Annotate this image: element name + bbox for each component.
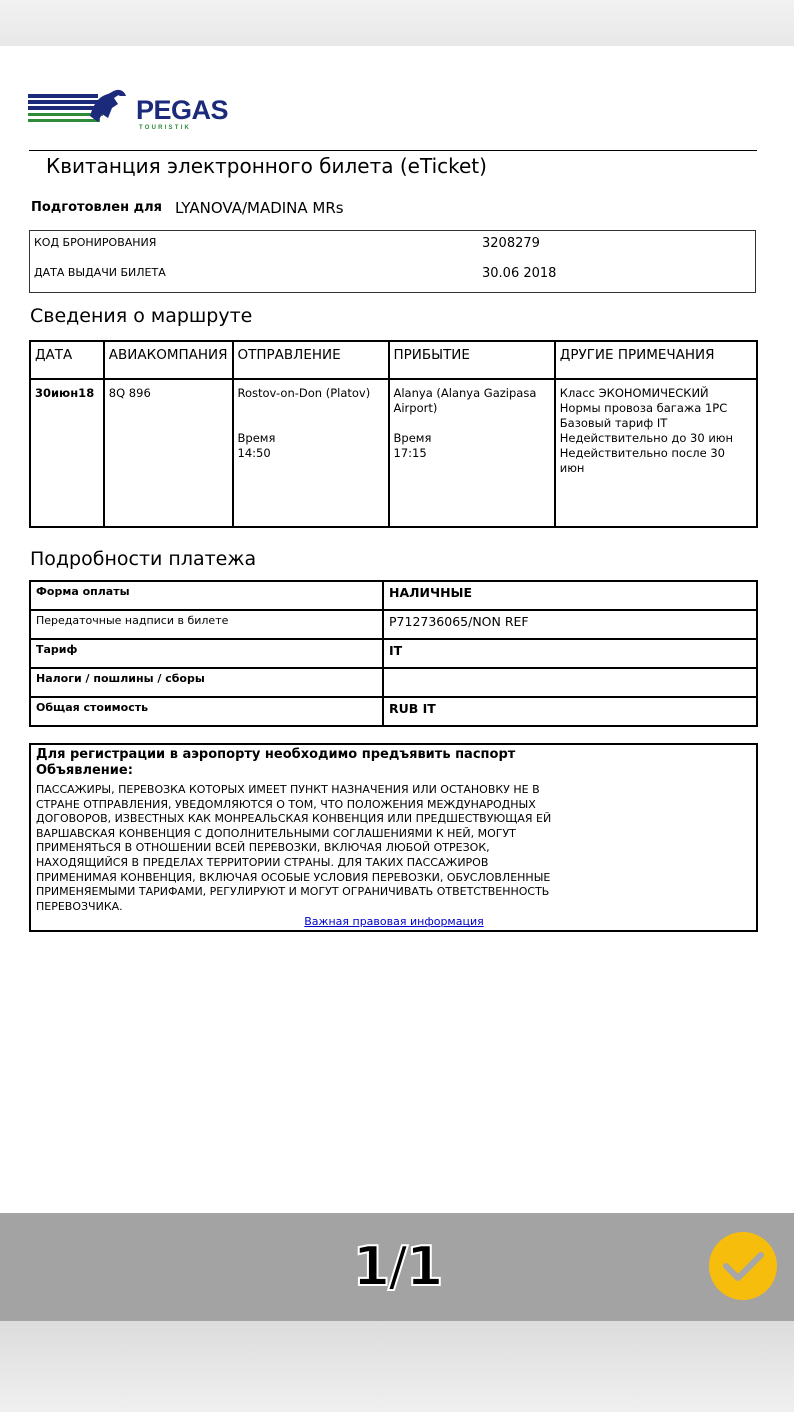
arrival-time-label: Время xyxy=(393,431,432,445)
route-header-row xyxy=(30,341,757,379)
table-row xyxy=(30,639,757,668)
svg-text:TOURISTIK: TOURISTIK xyxy=(139,125,192,131)
route-table xyxy=(29,340,758,528)
fare-label: Тариф xyxy=(30,639,383,668)
legal-info-link[interactable]: Важная правовая информация xyxy=(304,915,484,929)
route-heading: Сведения о маршруте xyxy=(30,305,253,327)
title-rule xyxy=(29,150,757,151)
passenger-name: LYANOVA/MADINA MRs xyxy=(175,199,344,217)
booking-code-label: КОД БРОНИРОВАНИЯ xyxy=(34,236,157,249)
issue-date-label: ДАТА ВЫДАЧИ БИЛЕТА xyxy=(34,266,166,279)
payment-form-label: Форма оплаты xyxy=(30,581,383,610)
payment-form-value: НАЛИЧНЫЕ xyxy=(383,581,757,610)
departure-place: Rostov-on-Don (Platov) xyxy=(237,386,371,400)
note-class: Класс ЭКОНОМИЧЕСКИЙ xyxy=(559,386,709,400)
announcement-heading: Объявление: xyxy=(36,763,133,778)
flight-number: 8Q 896 xyxy=(104,379,233,527)
table-row xyxy=(30,697,757,726)
booking-code-value: 3208279 xyxy=(482,236,540,251)
confirm-button[interactable] xyxy=(709,1232,777,1300)
departure-time-label: Время xyxy=(237,431,276,445)
col-header-arrival: ПРИБЫТИЕ xyxy=(389,341,555,379)
flight-date: 30июн18 xyxy=(30,379,104,527)
notes-cell xyxy=(555,379,757,527)
col-header-notes: ДРУГИЕ ПРИМЕЧАНИЯ xyxy=(555,341,757,379)
ticket-page xyxy=(0,46,794,1213)
endorsements-value: P712736065/NON REF xyxy=(383,610,757,639)
arrival-time: 17:15 xyxy=(393,446,427,460)
col-header-date: ДАТА xyxy=(30,341,104,379)
taxes-value xyxy=(383,668,757,697)
note-not-valid-before: Недействительно до 30 июн xyxy=(559,431,733,445)
checkmark-icon xyxy=(709,1232,777,1300)
prepared-for-label: Подготовлен для xyxy=(31,200,162,215)
fare-value: IT xyxy=(383,639,757,668)
table-row xyxy=(30,610,757,639)
taxes-label: Налоги / пошлины / сборы xyxy=(30,668,383,697)
notice-box xyxy=(29,743,758,932)
booking-info-box xyxy=(29,230,756,293)
passport-requirement: Для регистрации в аэропорту необходимо предъявить паспорт xyxy=(36,747,516,762)
col-header-airline: АВИАКОМПАНИЯ xyxy=(104,341,233,379)
departure-cell xyxy=(233,379,389,527)
arrival-place: Alanya (Alanya Gazipasa Airport) xyxy=(393,386,537,415)
pegas-logo xyxy=(28,88,228,132)
document-title: Квитанция электронного билета (eTicket) xyxy=(46,154,487,178)
endorsements-label: Передаточные надписи в билете xyxy=(30,610,383,639)
total-label: Общая стоимость xyxy=(30,697,383,726)
issue-date-value: 30.06 2018 xyxy=(482,266,557,281)
total-value: RUB IT xyxy=(383,697,757,726)
svg-text:PEGAS: PEGAS xyxy=(136,95,228,125)
viewer-bottom-bar xyxy=(0,1213,794,1321)
note-baggage: Нормы провоза багажа 1PC xyxy=(559,401,728,415)
bottom-band xyxy=(0,1321,794,1412)
arrival-cell xyxy=(389,379,555,527)
table-row xyxy=(30,668,757,697)
col-header-departure: ОТПРАВЛЕНИЕ xyxy=(233,341,389,379)
departure-time: 14:50 xyxy=(237,446,271,460)
table-row xyxy=(30,581,757,610)
page-indicator: 1/1 xyxy=(352,1235,442,1298)
note-not-valid-after: Недействительно после 30 июн xyxy=(559,446,725,475)
table-row xyxy=(30,379,757,527)
note-fare-basis: Базовый тариф IT xyxy=(559,416,668,430)
payment-table xyxy=(29,580,758,727)
payment-heading: Подробности платежа xyxy=(30,548,257,570)
convention-notice-text: ПАССАЖИРЫ, ПЕРЕВОЗКА КОТОРЫХ ИМЕЕТ ПУНКТ НАЗНАЧЕНИЯ ИЛИ ОСТАНОВКУ НЕ В СТРАНЕ ОТПРАВЛЕНИЯ, УВЕДОМЛЯЮТСЯ О ТОМ, ЧТО ПОЛОЖЕНИЯ МЕЖДУНАРОДНЫХ ДОГОВОРОВ, ИЗВЕСТНЫХ КАК МОНРЕАЛЬСКАЯ КОНВЕНЦИЯ ИЛИ ПРЕДШЕСТВУЮЩАЯ ЕЙ ВАРШАВСКАЯ КОНВЕНЦИЯ С ДОПОЛНИТЕЛЬНЫМИ СОГЛАШЕНИЯМИ К НЕЙ, МОГУТ ПРИМЕНЯТЬСЯ В ОТНОШЕНИИ ВСЕЙ ПЕРЕВОЗКИ, ВКЛЮЧАЯ ЛЮБОЙ ОТРЕЗОК, НАХОДЯЩИЙСЯ В ПРЕДЕЛАХ ТЕРРИТОРИИ СТРАНЫ. ДЛЯ ТАКИХ ПАССАЖИРОВ ПРИМЕНИМАЯ КОНВЕНЦИЯ, ВКЛЮЧАЯ ОСОБЫЕ УСЛОВИЯ ПЕРЕВОЗКИ, ОБУСЛОВЛЕННЫЕ ПРИМЕНЯЕМЫМИ ТАРИФАМИ, РЕГУЛИРУЮТ И МОГУТ ОГРАНИЧИВАТЬ ОТВЕТСТВЕННОСТЬ ПЕРЕВОЗЧИКА. xyxy=(36,783,552,913)
top-bar xyxy=(0,0,794,46)
